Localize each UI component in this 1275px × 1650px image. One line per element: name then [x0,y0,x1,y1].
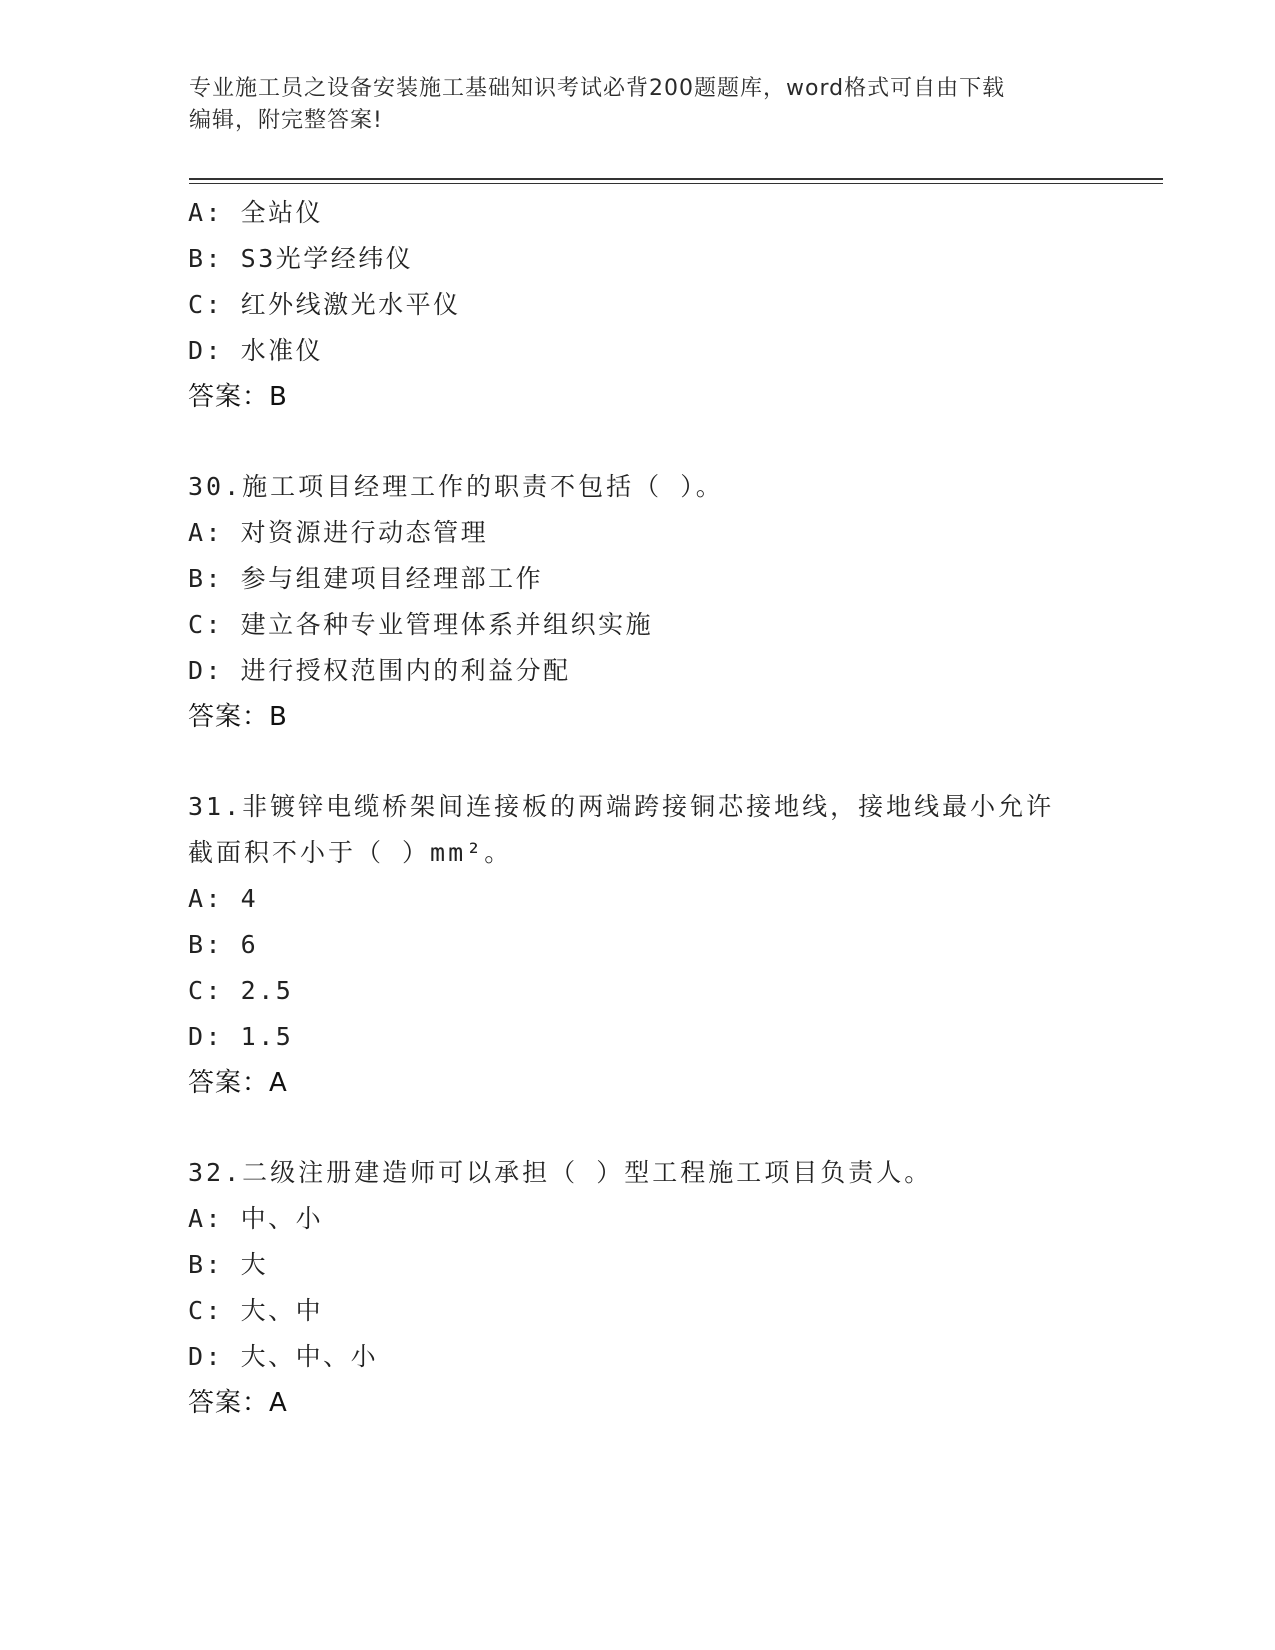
option-d: D: 大、中、小 [188,1342,379,1371]
option-b: B: 大 [188,1250,269,1279]
question-30 [188,464,1148,740]
question-31 [188,784,1148,1106]
answer-line: 答案：A [188,1068,288,1098]
header-line-1: 专业施工员之设备安装施工基础知识考试必背200题题库，word格式可自由下载 [189,76,1006,101]
option-a: A: 全站仪 [188,198,324,227]
question-stem: 32.二级注册建造师可以承担（ ）型工程施工项目负责人。 [188,1158,933,1187]
option-b: B: 参与组建项目经理部工作 [188,564,544,593]
answer-line: 答案：B [188,702,288,732]
option-c: C: 红外线激光水平仪 [188,290,461,319]
option-d: D: 1.5 [188,1022,294,1051]
question-stem-line-2: 截面积不小于（ ）mm²。 [188,838,513,867]
option-a: A: 中、小 [188,1204,324,1233]
option-c: C: 大、中 [188,1296,324,1325]
option-a: A: 4 [188,884,259,913]
option-a: A: 对资源进行动态管理 [188,518,489,547]
header-line-2: 编辑，附完整答案! [189,108,383,133]
question-29-partial [188,190,1148,420]
question-32 [188,1150,1148,1426]
question-stem-line-1: 31.非镀锌电缆桥架间连接板的两端跨接铜芯接地线，接地线最小允许 [188,792,1055,821]
option-d: D: 进行授权范围内的利益分配 [188,656,571,685]
answer-line: 答案：B [188,382,288,412]
question-list [188,190,1148,1426]
option-c: C: 2.5 [188,976,294,1005]
spacer [188,740,1148,784]
option-d: D: 水准仪 [188,336,324,365]
option-b: B: S3光学经纬仪 [188,244,414,273]
option-c: C: 建立各种专业管理体系并组织实施 [188,610,654,639]
document-header [189,73,1089,137]
option-b: B: 6 [188,930,259,959]
question-stem: 30.施工项目经理工作的职责不包括（ ）。 [188,472,724,501]
header-divider-thin [189,183,1163,184]
answer-line: 答案：A [188,1388,288,1418]
spacer [188,420,1148,464]
spacer [188,1106,1148,1150]
header-divider-thick [189,178,1163,180]
